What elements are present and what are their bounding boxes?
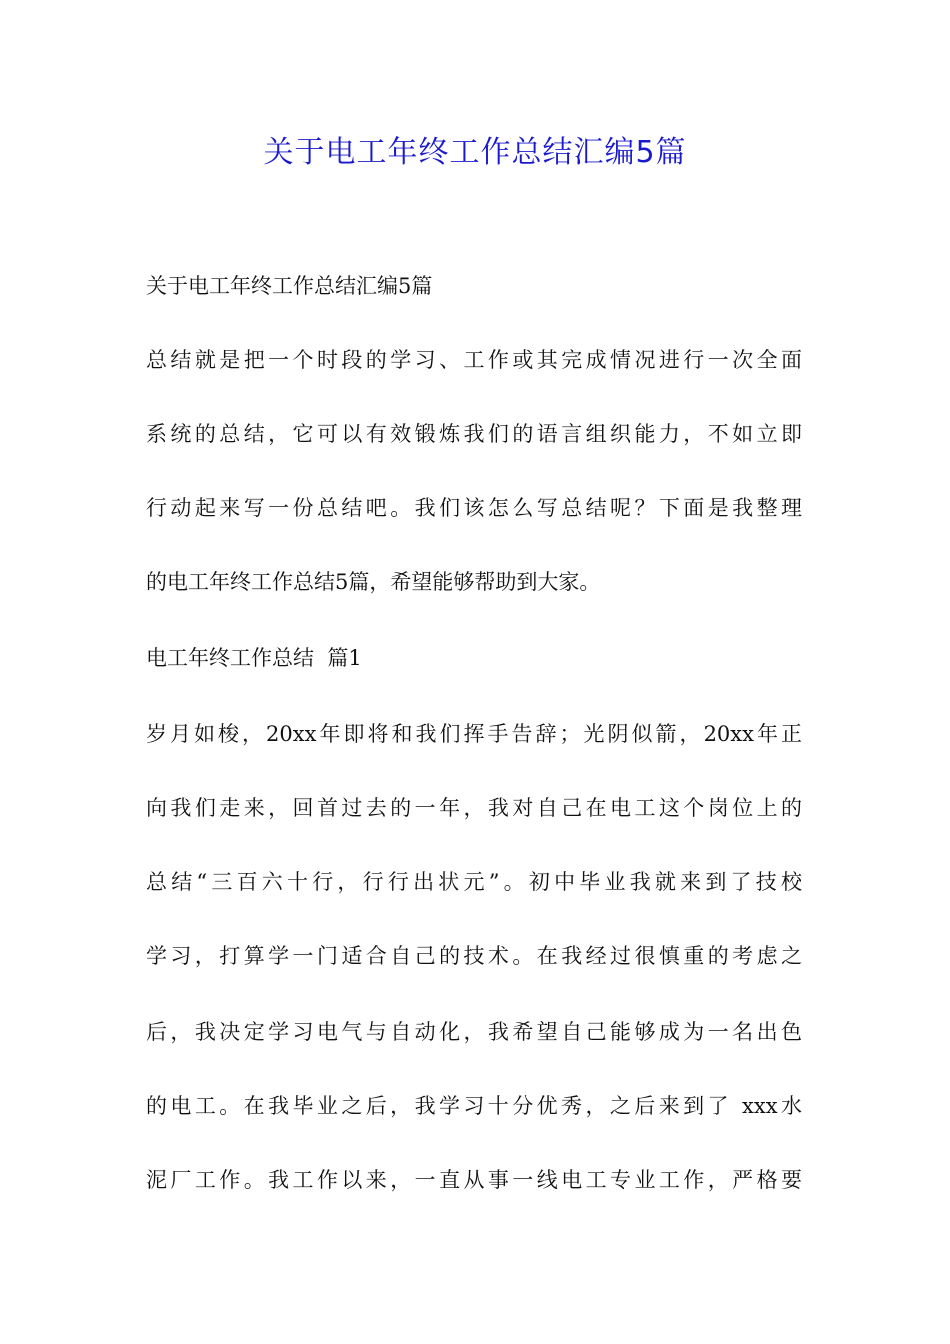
paragraph-line: 学习，打算学一门适合自己的技术。在我经过很慎重的考虑之 <box>146 944 802 968</box>
document-title: 关于电工年终工作总结汇编5篇 <box>263 135 687 170</box>
paragraph-line: 岁月如梭，20xx年即将和我们挥手告辞；光阴似箭，20xx年正 <box>146 722 802 746</box>
paragraph-line: 泥厂工作。我工作以来，一直从事一线电工专业工作，严格要 <box>146 1168 802 1192</box>
paragraph-line: 系统的总结，它可以有效锻炼我们的语言组织能力，不如立即 <box>146 422 802 446</box>
paragraph-line: 的电工。在我毕业之后，我学习十分优秀，之后来到了 xxx水 <box>146 1094 802 1118</box>
paragraph-line: 总结就是把一个时段的学习、工作或其完成情况进行一次全面 <box>146 348 802 372</box>
paragraph-line: 行动起来写一份总结吧。我们该怎么写总结呢？下面是我整理 <box>146 496 802 520</box>
paragraph-line: 向我们走来，回首过去的一年，我对自己在电工这个岗位上的 <box>146 796 802 820</box>
paragraph-line: 的电工年终工作总结5篇，希望能够帮助到大家。 <box>146 570 601 594</box>
section-heading: 电工年终工作总结 篇1 <box>146 646 362 670</box>
document-body <box>146 0 802 1344</box>
subtitle-line: 关于电工年终工作总结汇编5篇 <box>146 274 433 298</box>
paragraph-line: 后，我决定学习电气与自动化，我希望自己能够成为一名出色 <box>146 1020 802 1044</box>
paragraph-line: 总结“三百六十行，行行出状元”。初中毕业我就来到了技校 <box>146 870 802 894</box>
